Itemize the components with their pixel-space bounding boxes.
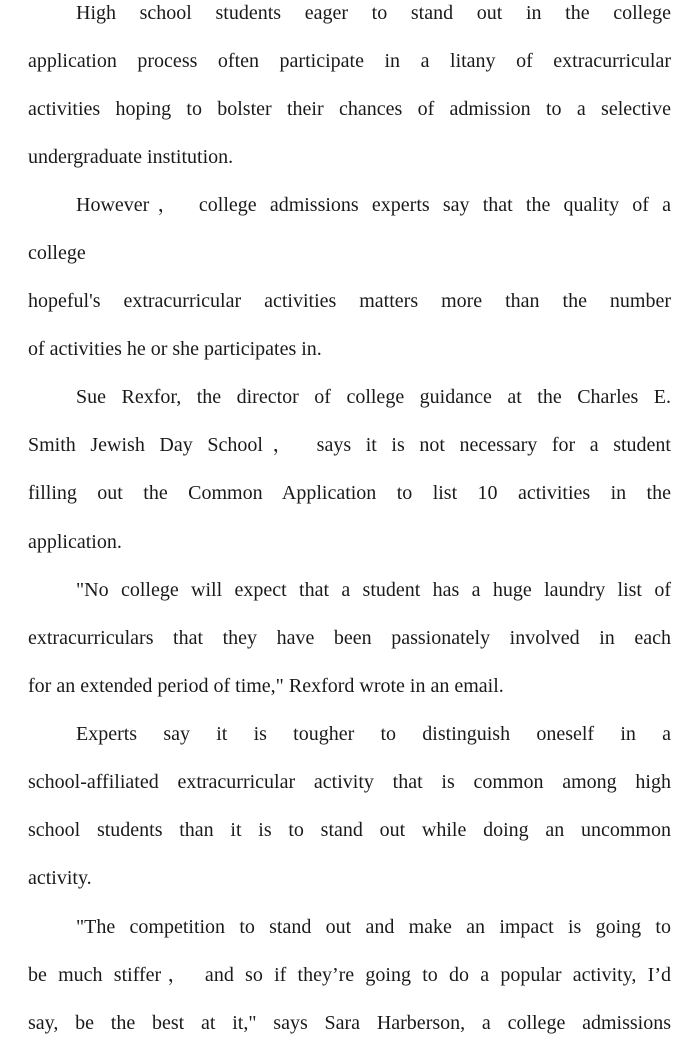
paragraph-line: filling out the Common Application to list 10 activities in the	[28, 482, 671, 504]
paragraph-line: activities hoping to bolster their chances of admission to a selective	[28, 98, 671, 120]
paragraph-line: High school students eager to stand out in the college	[76, 2, 671, 24]
paragraph-line: However， college admissions experts say that the quality of a	[76, 194, 671, 216]
paragraph-line: for an extended period of time," Rexford wrote in an email.	[28, 675, 504, 697]
paragraph-line: Sue Rexfor, the director of college guidance at the Charles E.	[76, 386, 671, 408]
paragraph-line: undergraduate institution.	[28, 146, 234, 168]
paragraph-line: Experts say it is tougher to distinguish oneself in a	[76, 723, 671, 745]
paragraph-line: school students than it is to stand out while doing an uncommon	[28, 819, 671, 841]
paragraph-line: of activities he or she participates in.	[28, 338, 322, 360]
paragraph-line: "The competition to stand out and make an impact is going to	[76, 916, 671, 938]
paragraph-line: application.	[28, 531, 122, 553]
paragraph-line: school-affiliated extracurricular activity that is common among high	[28, 771, 671, 793]
paragraph-line: say, be the best at it," says Sara Harberson, a college admissions	[28, 1012, 671, 1034]
paragraph-line: Smith Jewish Day School， says it is not necessary for a student	[28, 434, 671, 456]
paragraph-line: application process often participate in a litany of extracurricular	[28, 50, 671, 72]
paragraph-line: hopeful's extracurricular activities matters more than the number	[28, 290, 671, 312]
paragraph-line: extracurriculars that they have been passionately involved in each	[28, 627, 671, 649]
paragraph-line: activity.	[28, 867, 92, 889]
paragraph-line: be much stiffer， and so if they’re going to do a popular activity, I’d	[28, 964, 671, 986]
paragraph-line: college	[28, 242, 86, 264]
paragraph-line: "No college will expect that a student has a huge laundry list of	[76, 579, 671, 601]
